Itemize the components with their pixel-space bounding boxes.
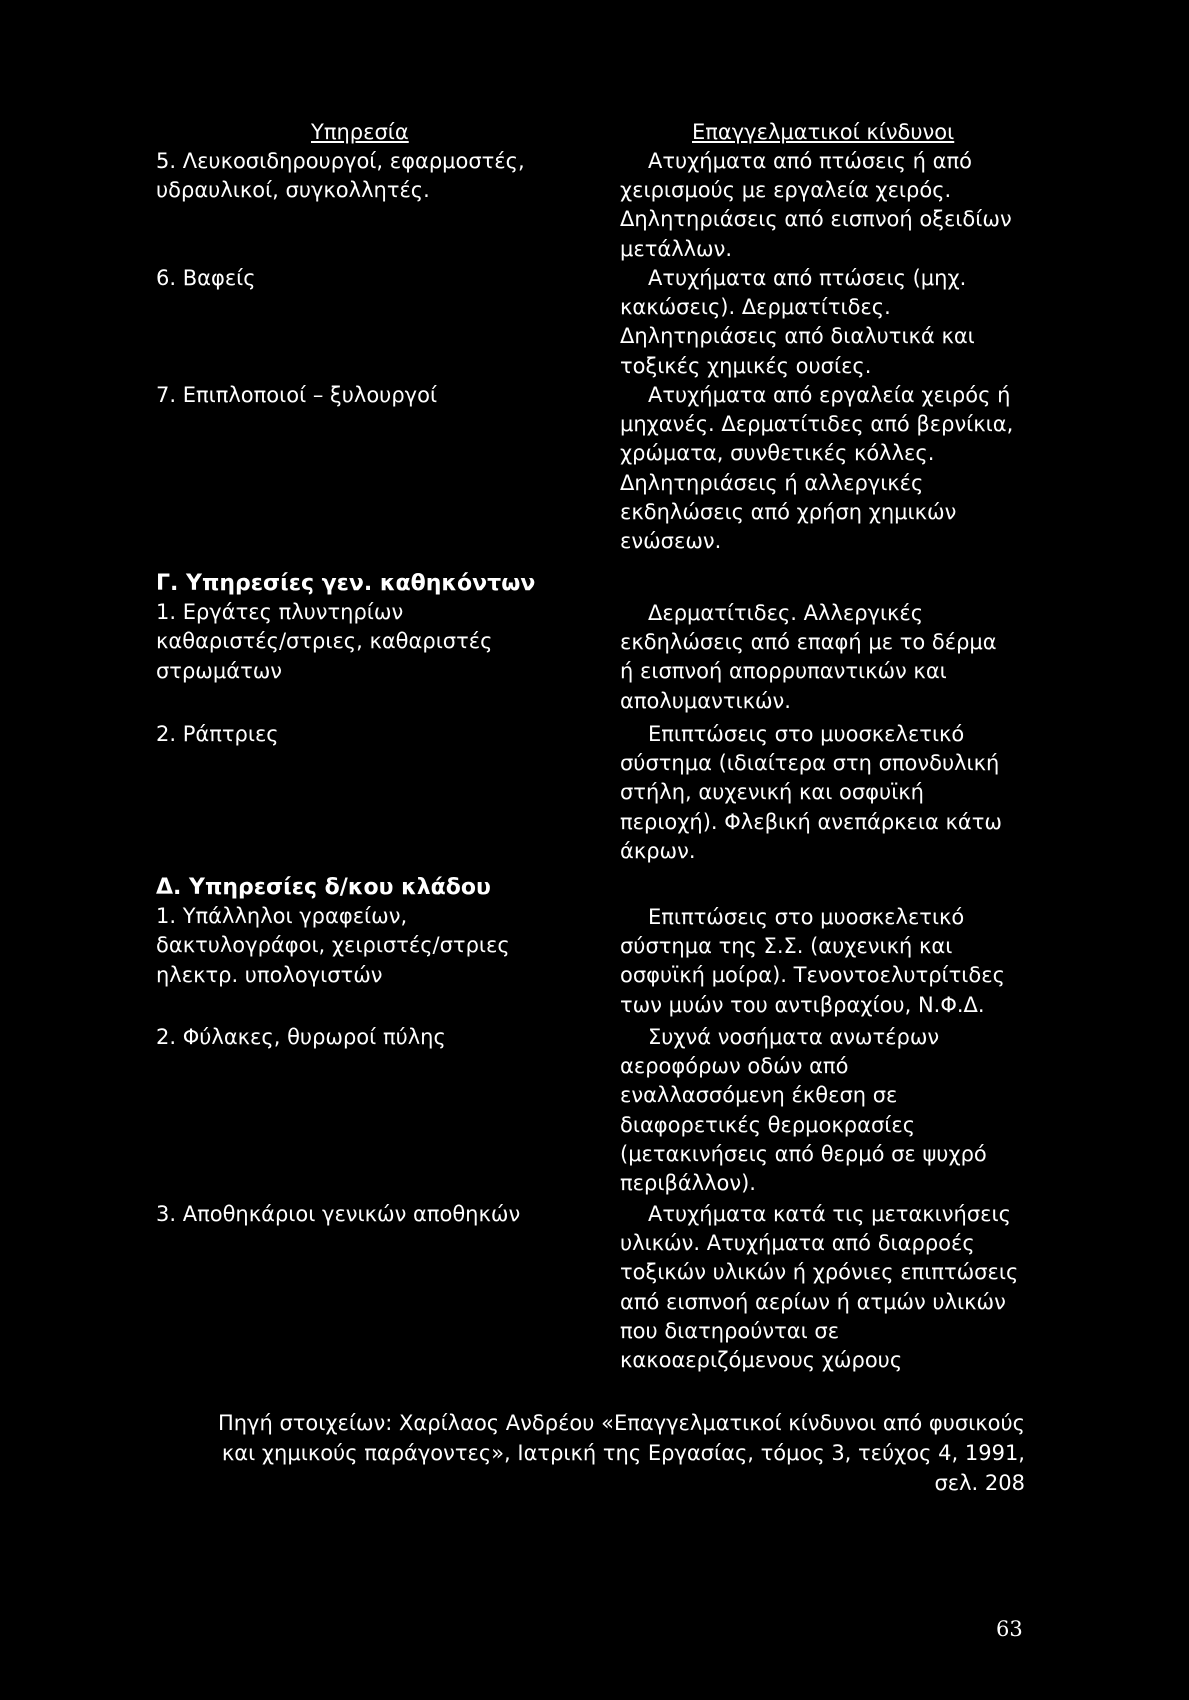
risk-entry bbox=[620, 1200, 1040, 1375]
source-line: Πηγή στοιχείων: Χαρίλαος Ανδρέου «Επαγγελματικοί κίνδυνοι από φυσικούς bbox=[217, 1411, 1025, 1435]
risk-entry bbox=[620, 1023, 1040, 1198]
entry-line: τοξικών υλικών ή χρόνιες επιπτώσεις bbox=[620, 1260, 1019, 1285]
entry-line: διαφορετικές θερμοκρασίες bbox=[620, 1112, 916, 1137]
entry-line: 3. Αποθηκάριοι γενικών αποθηκών bbox=[156, 1202, 521, 1226]
entry-line: εκδηλώσεις από χρήση χημικών bbox=[620, 499, 957, 524]
entry-line: άκρων. bbox=[620, 838, 696, 863]
source-line: σελ. 208 bbox=[934, 1471, 1025, 1495]
risk-entry bbox=[620, 599, 1040, 716]
entry-line: στρωμάτων bbox=[156, 658, 283, 683]
entry-line: 1. Εργάτες πλυντηρίων bbox=[156, 600, 404, 625]
section-heading: Γ. Υπηρεσίες γεν. καθηκόντων bbox=[156, 571, 536, 596]
entry-line: Ατυχήματα από πτώσεις ή από bbox=[648, 149, 972, 173]
entry-line: 2. Ράπτριες bbox=[156, 722, 279, 746]
occupation-entry bbox=[156, 1200, 596, 1229]
entry-line: 7. Επιπλοποιοί – ξυλουργοί bbox=[156, 383, 438, 407]
risks-header: Επαγγελματικοί κίνδυνοι bbox=[692, 120, 955, 144]
occupation-entry bbox=[156, 264, 596, 293]
entry-line: στήλη, αυχενική και οσφυϊκή bbox=[620, 780, 924, 805]
entry-line: Ατυχήματα από πτώσεις (μηχ. bbox=[648, 266, 967, 290]
occupation-section bbox=[156, 873, 596, 990]
entry-line: 6. Βαφείς bbox=[156, 266, 256, 290]
entry-line: Δηλητηριάσεις από εισπνοή οξειδίων bbox=[620, 207, 1012, 232]
entry-line: σύστημα της Σ.Σ. (αυχενική και bbox=[620, 934, 953, 959]
entry-line: εναλλασσόμενη έκθεση σε bbox=[620, 1083, 898, 1108]
entry-line: Δερματίτιδες. Αλλεργικές bbox=[648, 601, 924, 625]
entry-line: καθαριστές/στριες, καθαριστές bbox=[156, 629, 493, 654]
entry-line: από εισπνοή αερίων ή ατμών υλικών bbox=[620, 1289, 1006, 1314]
entry-line: Συχνά νοσήματα ανωτέρων bbox=[648, 1025, 940, 1049]
entry-line: μηχανές. Δερματίτιδες από βερνίκια, bbox=[620, 412, 1014, 437]
section-heading: Δ. Υπηρεσίες δ/κου κλάδου bbox=[156, 875, 491, 900]
entry-line: υδραυλικοί, συγκολλητές. bbox=[156, 178, 430, 203]
entry-line: Ατυχήματα από εργαλεία χειρός ή bbox=[648, 383, 1011, 407]
risk-entry bbox=[620, 903, 1040, 1020]
entry-line: κακοαεριζόμενους χώρους bbox=[620, 1348, 903, 1373]
entry-line: μετάλλων. bbox=[620, 236, 733, 261]
entry-line: περιβάλλον). bbox=[620, 1171, 756, 1196]
occupation-header: Υπηρεσία bbox=[311, 120, 409, 144]
entry-line: Επιπτώσεις στο μυοσκελετικό bbox=[648, 722, 965, 746]
entry-line: Δηλητηριάσεις ή αλλεργικές bbox=[620, 470, 924, 495]
occupation-column bbox=[156, 118, 596, 1226]
entry-line: που διατηρούνται σε bbox=[620, 1318, 840, 1343]
source-citation bbox=[180, 1408, 1025, 1498]
entry-line: αεροφόρων οδών από bbox=[620, 1054, 849, 1079]
source-line: και χημικούς παράγοντες», Ιατρική της Εργασίας, τόμος 3, τεύχος 4, 1991, bbox=[221, 1441, 1025, 1465]
risk-entry bbox=[620, 264, 1040, 381]
entry-line: οσφυϊκή μοίρα). Τενοντοελυτρίτιδες bbox=[620, 963, 1005, 988]
entry-line: ή εισπνοή απορρυπαντικών και bbox=[620, 659, 947, 684]
entry-line: δακτυλογράφοι, χειριστές/στριες bbox=[156, 933, 510, 958]
entry-line: χειρισμούς με εργαλεία χειρός. bbox=[620, 178, 952, 203]
entry-line: χρώματα, συνθετικές κόλλες. bbox=[620, 441, 935, 466]
entry-line: απολυμαντικών. bbox=[620, 688, 791, 713]
entry-line: 2. Φύλακες, θυρωροί πύλης bbox=[156, 1025, 446, 1049]
entry-line: τοξικές χημικές ουσίες. bbox=[620, 353, 872, 378]
risk-entry bbox=[620, 381, 1040, 556]
entry-line: περιοχή). Φλεβική ανεπάρκεια κάτω bbox=[620, 809, 1002, 834]
occupation-section bbox=[156, 569, 596, 686]
entry-line: κακώσεις). Δερματίτιδες. bbox=[620, 295, 891, 320]
entry-line: Επιπτώσεις στο μυοσκελετικό bbox=[648, 905, 965, 929]
entry-line: ενώσεων. bbox=[620, 529, 722, 554]
entry-line: ηλεκτρ. υπολογιστών bbox=[156, 962, 383, 987]
risk-entry bbox=[620, 147, 1040, 264]
entry-line: Δηλητηριάσεις από διαλυτικά και bbox=[620, 324, 975, 349]
risk-entry bbox=[620, 720, 1040, 866]
occupation-entry bbox=[156, 381, 596, 410]
entry-line: 5. Λευκοσιδηρουργοί, εφαρμοστές, bbox=[156, 149, 525, 173]
risks-column bbox=[620, 118, 1040, 1373]
entry-line: (μετακινήσεις από θερμό σε ψυχρό bbox=[620, 1141, 987, 1166]
occupation-entry bbox=[156, 720, 596, 749]
entry-line: υλικών. Ατυχήματα από διαρροές bbox=[620, 1231, 975, 1256]
entry-line: 1. Υπάλληλοι γραφείων, bbox=[156, 904, 408, 929]
occupation-entry bbox=[156, 1023, 596, 1052]
page-number: 63 bbox=[996, 1617, 1023, 1641]
entry-line: Ατυχήματα κατά τις μετακινήσεις bbox=[648, 1202, 1011, 1226]
entry-line: εκδηλώσεις από επαφή με το δέρμα bbox=[620, 630, 997, 655]
entry-line: σύστημα (ιδιαίτερα στη σπονδυλική bbox=[620, 751, 1000, 776]
occupation-entry bbox=[156, 147, 596, 205]
entry-line: των μυών του αντιβραχίου, Ν.Φ.Δ. bbox=[620, 992, 985, 1017]
